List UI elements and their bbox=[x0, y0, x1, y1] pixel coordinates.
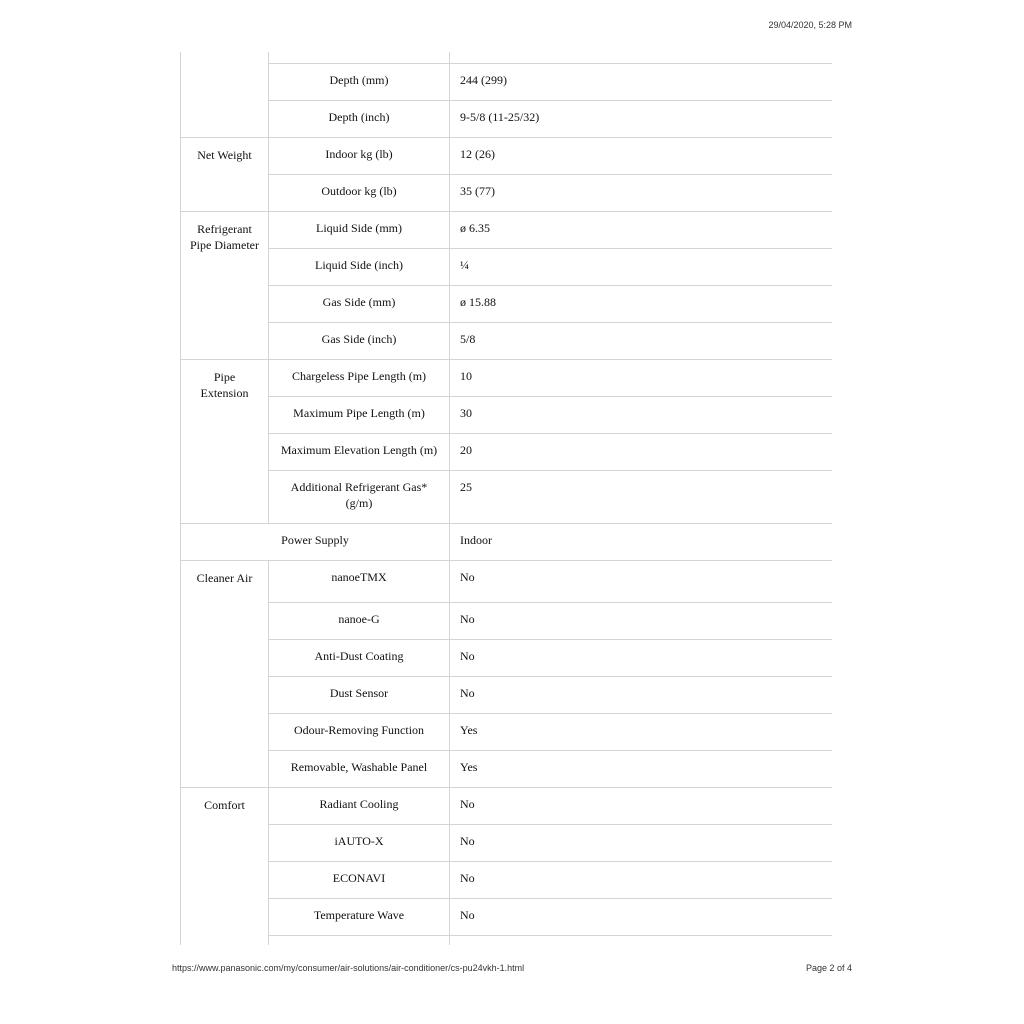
group-label-continued bbox=[181, 52, 269, 138]
spec-value: 12 (26) bbox=[450, 138, 833, 175]
spec-value: No bbox=[450, 862, 833, 899]
spec-value: No bbox=[450, 825, 833, 862]
spec-table-container bbox=[180, 52, 832, 945]
table-row bbox=[181, 101, 833, 138]
spec-label: Chargeless Pipe Length (m) bbox=[269, 360, 450, 397]
table-row bbox=[181, 323, 833, 360]
spec-value: No bbox=[450, 788, 833, 825]
group-label-net-weight: Net Weight bbox=[181, 138, 269, 212]
spec-label: Dust Sensor bbox=[269, 677, 450, 714]
table-row bbox=[181, 603, 833, 640]
spec-label: Temperature Wave bbox=[269, 899, 450, 936]
spec-label-power-supply: Power Supply bbox=[181, 524, 450, 561]
spec-label: Removable, Washable Panel bbox=[269, 751, 450, 788]
table-row bbox=[181, 286, 833, 323]
spec-label: nanoe-G bbox=[269, 603, 450, 640]
spec-value: Yes bbox=[450, 751, 833, 788]
spec-label: iAUTO-X bbox=[269, 825, 450, 862]
spec-label: Odour-Removing Function bbox=[269, 714, 450, 751]
spec-value: ø 15.88 bbox=[450, 286, 833, 323]
spec-value: 30 bbox=[450, 397, 833, 434]
spec-value: ¼ bbox=[450, 249, 833, 286]
table-row bbox=[181, 471, 833, 524]
table-row bbox=[181, 899, 833, 936]
table-row bbox=[181, 862, 833, 899]
spec-label: Anti-Dust Coating bbox=[269, 640, 450, 677]
table-row bbox=[181, 524, 833, 561]
spec-label: Depth (mm) bbox=[269, 64, 450, 101]
spec-value: 10 bbox=[450, 360, 833, 397]
spec-value: 244 (299) bbox=[450, 64, 833, 101]
table-row bbox=[181, 640, 833, 677]
page-url: https://www.panasonic.com/my/consumer/air-solutions/air-conditioner/cs-pu24vkh-1.html bbox=[172, 963, 525, 973]
group-label-refrigerant-pipe: Refrigerant Pipe Diameter bbox=[181, 212, 269, 360]
table-row bbox=[181, 360, 833, 397]
spec-value bbox=[450, 52, 833, 64]
table-row bbox=[181, 825, 833, 862]
table-row bbox=[181, 212, 833, 249]
spec-table bbox=[180, 52, 832, 945]
spec-label: Depth (inch) bbox=[269, 101, 450, 138]
spec-label: Radiant Cooling bbox=[269, 788, 450, 825]
table-row bbox=[181, 64, 833, 101]
table-row bbox=[181, 561, 833, 603]
spec-label: Indoor kg (lb) bbox=[269, 138, 450, 175]
table-row bbox=[181, 677, 833, 714]
spec-label: Liquid Side (mm) bbox=[269, 212, 450, 249]
spec-value: No bbox=[450, 899, 833, 936]
spec-label: Gas Side (mm) bbox=[269, 286, 450, 323]
table-row bbox=[181, 788, 833, 825]
spec-label: nanoeTMX bbox=[269, 561, 450, 603]
table-row bbox=[181, 751, 833, 788]
spec-label: Additional Refrigerant Gas* (g/m) bbox=[269, 471, 450, 524]
spec-value: 5/8 bbox=[450, 323, 833, 360]
spec-value: Indoor bbox=[450, 524, 833, 561]
page-number: Page 2 of 4 bbox=[805, 963, 852, 973]
table-row bbox=[181, 249, 833, 286]
spec-value: No bbox=[450, 561, 833, 603]
table-row bbox=[181, 175, 833, 212]
table-row bbox=[181, 434, 833, 471]
spec-value: No bbox=[450, 640, 833, 677]
spec-value: 35 (77) bbox=[450, 175, 833, 212]
spec-value: 25 bbox=[450, 471, 833, 524]
print-datetime: 29/04/2020, 5:28 PM bbox=[768, 20, 852, 30]
group-label-cleaner-air: Cleaner Air bbox=[181, 561, 269, 788]
spec-label: Maximum Elevation Length (m) bbox=[269, 434, 450, 471]
spec-value: No bbox=[450, 677, 833, 714]
spec-label: Liquid Side (inch) bbox=[269, 249, 450, 286]
spec-label: Outdoor kg (lb) bbox=[269, 175, 450, 212]
spec-label bbox=[269, 52, 450, 64]
spec-label bbox=[269, 936, 450, 946]
table-row bbox=[181, 936, 833, 946]
table-row bbox=[181, 52, 833, 64]
spec-value: Yes bbox=[450, 714, 833, 751]
spec-value: 20 bbox=[450, 434, 833, 471]
spec-label: ECONAVI bbox=[269, 862, 450, 899]
spec-value: No bbox=[450, 603, 833, 640]
table-row bbox=[181, 138, 833, 175]
table-row bbox=[181, 397, 833, 434]
spec-value: ø 6.35 bbox=[450, 212, 833, 249]
spec-label: Maximum Pipe Length (m) bbox=[269, 397, 450, 434]
spec-value: 9-5/8 (11-25/32) bbox=[450, 101, 833, 138]
group-label-pipe-extension: Pipe Extension bbox=[181, 360, 269, 524]
group-label-comfort: Comfort bbox=[181, 788, 269, 946]
table-row bbox=[181, 714, 833, 751]
spec-value bbox=[450, 936, 833, 946]
spec-label: Gas Side (inch) bbox=[269, 323, 450, 360]
